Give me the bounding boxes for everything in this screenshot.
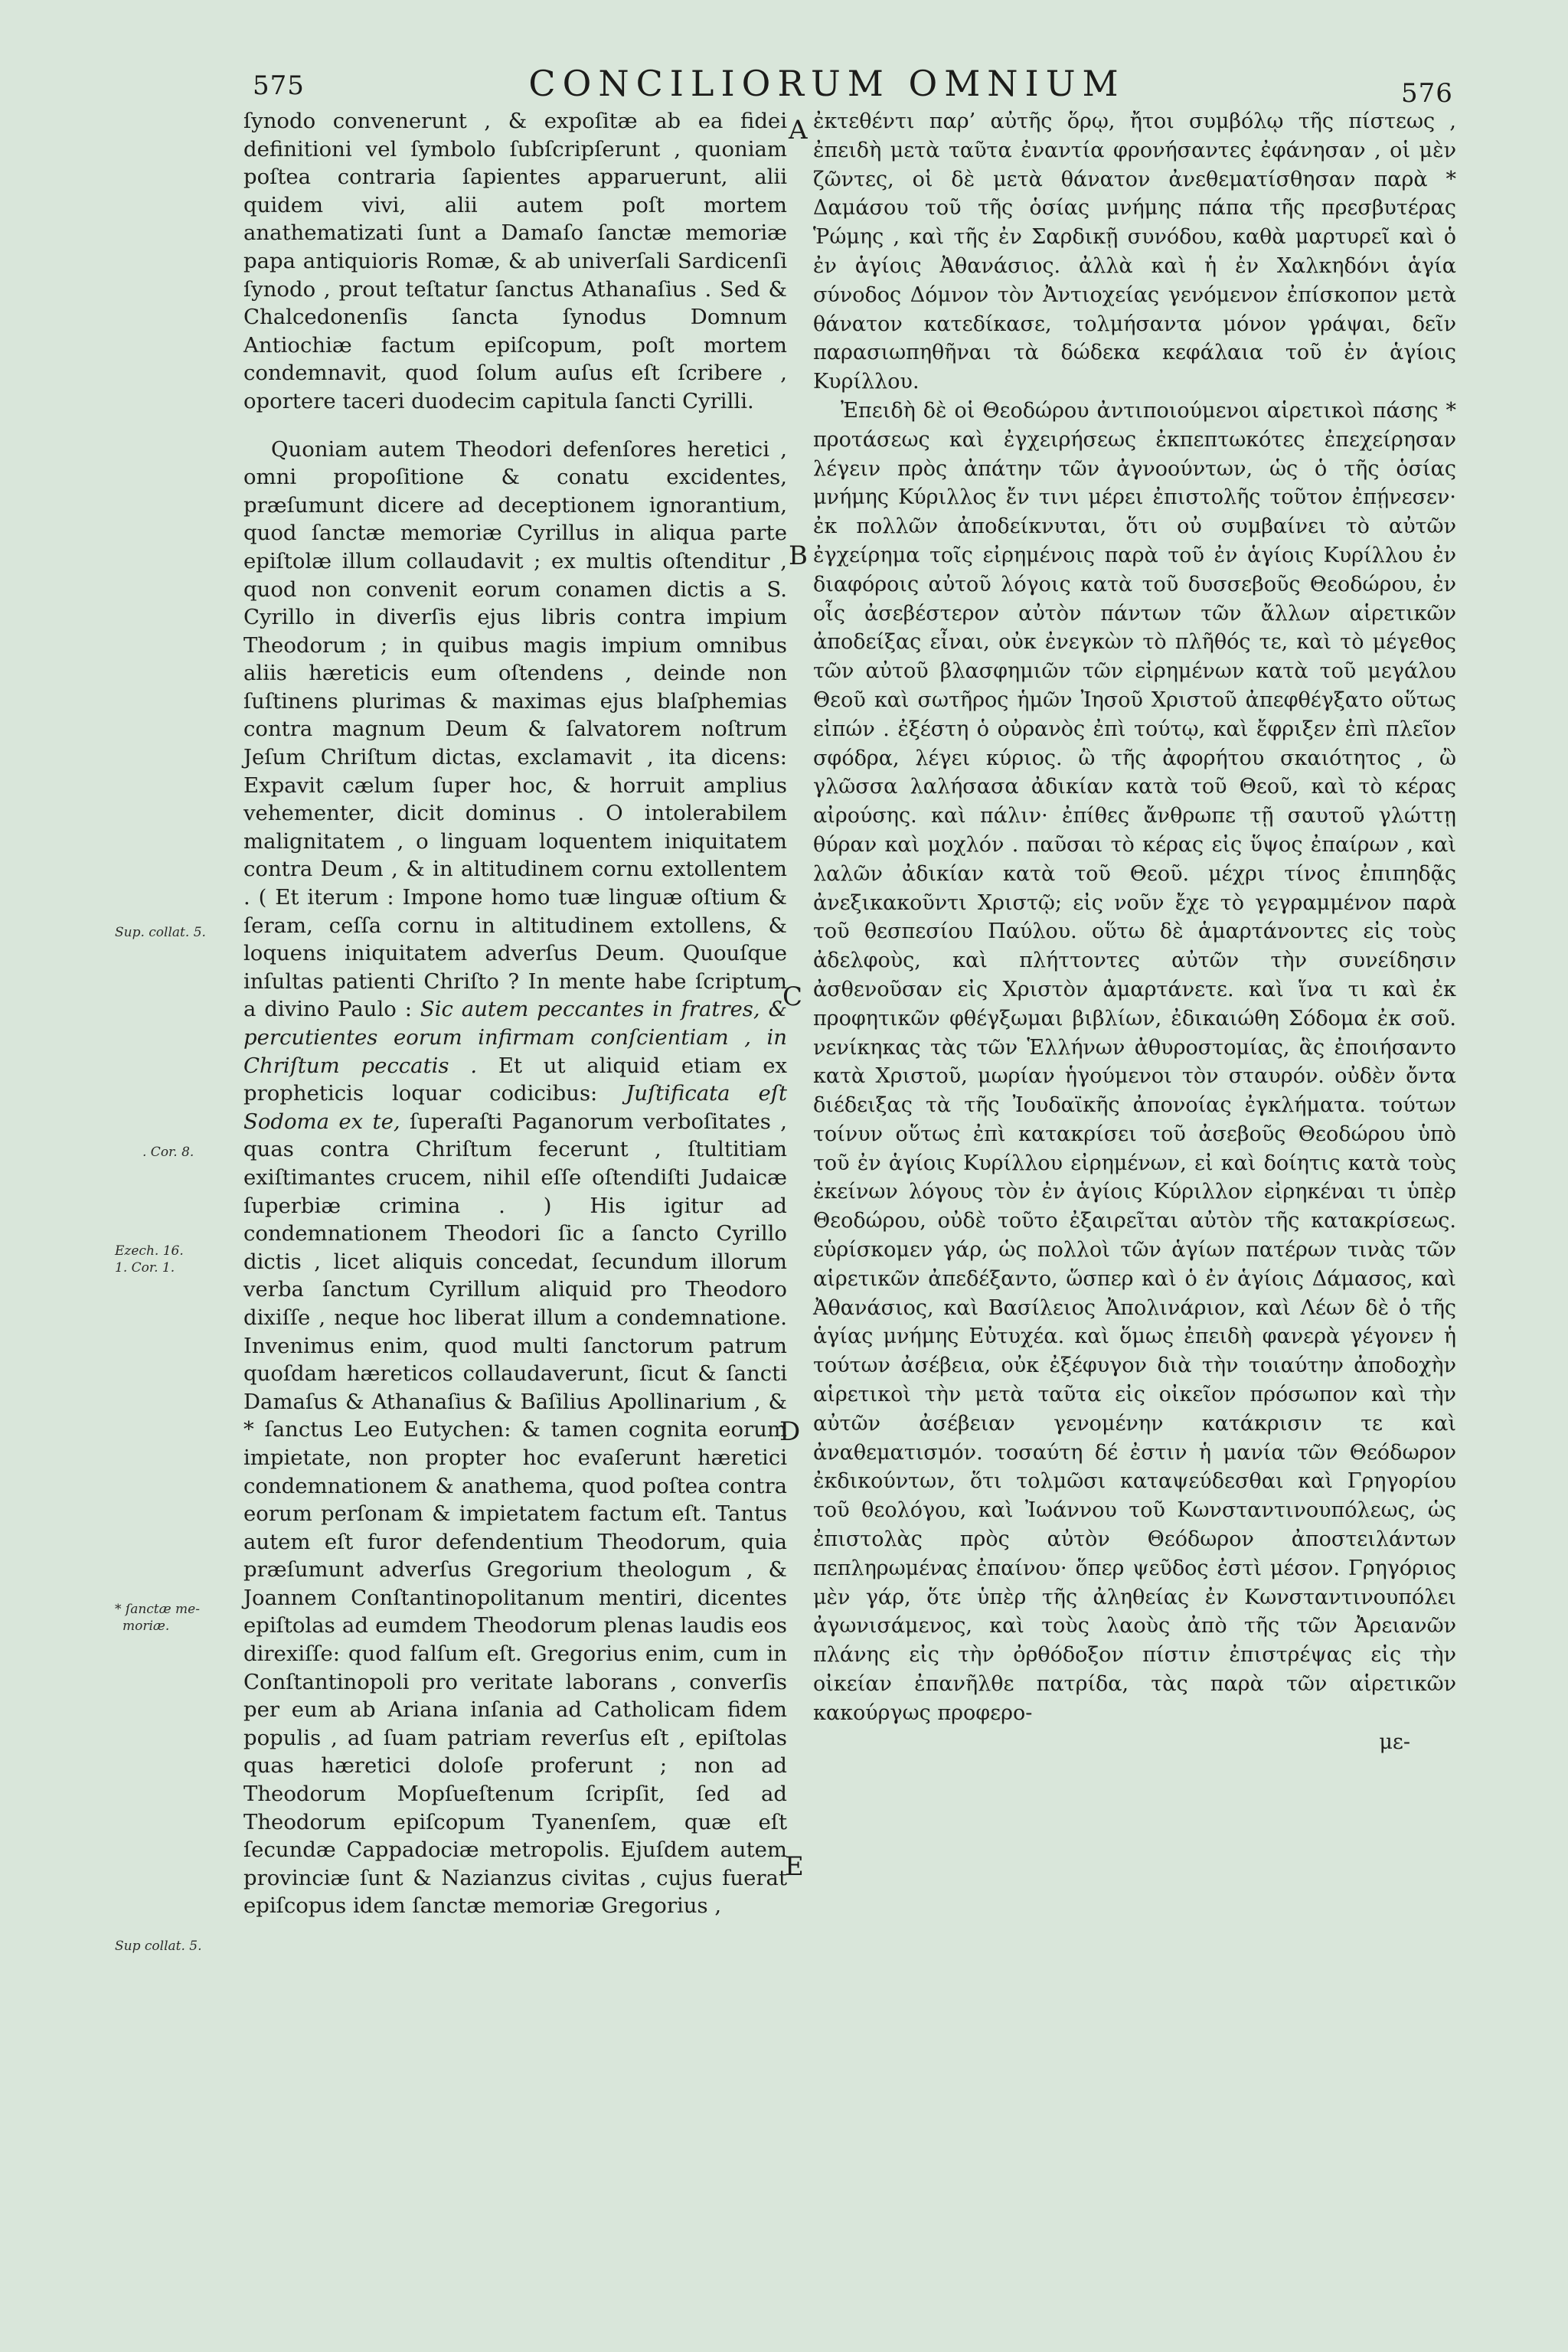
latin-text-2c: ſuperaſti Paganorum verboſitates , quas contra Chriſtum fecerunt , ſtultitiam exiſtimantes crucem, nihil eſſe oſtendiſti Judaicæ ſuperbiæ crimina . ) His igitur ad condemnationem Theodori ſic a ſancto Cyrillo dictis , licet aliquis concedat, ſecundum illorum verba ſanctum Cyrillum aliquid pro Theodoro dixiſſe , neque hoc liberat illum a condemnatione. Invenimus enim, quod multi ſanctorum patrum quoſdam hæreticos collaudaverunt, ſicut & ſancti Damaſus & Athanaſius & Baſilius Apollinarium , & * ſanctus Leo Eutychen: & tamen cognita eorum impietate, non propter hoc evaſerunt hæretici condemnationem & anathema, quod poſtea contra eorum perſonam & impietatem factum eſt. Tantus autem eſt furor defendentium Theodorum, quia præſumunt adverſus Gregorium theologum , & Joannem Conſtantinopolitanum mentiri, dicentes epiſtolas ad eumdem Theodorum plenas laudis eos direxiſſe: quod falſum eſt. Gregorius enim, cum in Conſtantinopoli pro veritate laborans , converſis per eum ab Ariana inſania ad Catholicam fidem populis , ad ſuam patriam reverſus eſt , epiſtolas quas hæretici doloſe proferunt ; non ad Theodorum Mopſueſtenum ſcripſit, ſed ad Theodorum epiſcopum Tyanenſem, quæ eſt ſecundæ Cappadociæ metropolis. Ejuſdem autem provinciæ ſunt & Nazianzus civitas , cujus fuerat epiſcopus idem ſanctæ memoriæ Gregorius , (243, 1109, 787, 1919)
margin-note-sup-collat-2: Sup collat. 5. (115, 1939, 202, 1954)
margin-note-cor: . Cor. 8. (142, 1145, 194, 1160)
latin-text-2b: Et ut aliquid etiam ex propheticis loquar codicibus: (243, 1053, 787, 1106)
margin-note-ezech: Ezech. 16. (115, 1243, 184, 1259)
margin-note-sanctae: * ſanctæ me- (115, 1602, 200, 1617)
latin-text-2a: Quoniam autem Theodori defenſores heretici , omni propoſitione & conatu excidentes, præſumunt dicere ad deceptionem ignorantium, quod ſanctæ memoriæ Cyrillus in aliqua parte epiſtolæ illum collaudavit ; ex multis oſtenditur , quod non convenit eorum conamen dictis a S. Cyrillo in diverſis ejus libris contra impium Theodorum ; in quibus magis impium omnibus aliis hæreticis eum oſtendens , deinde non ſuſtinens plurimas & maximas ejus blaſphemias contra magnum Deum & ſalvatorem noſtrum Jeſum Chriſtum dictas, exclamavit , ita dicens: Expavit cælum ſuper hoc, & horruit amplius vehementer, dicit dominus . O intolerabilem malignitatem , o linguam loquentem iniquitatem contra Deum , & in altitudinem cornu extollentem . ( Et iterum : Impone homo tuæ linguæ oſtium & ſeram, ceſſa cornu in altitudinem extollens, & loquens iniquitatem adverſus Deum. Quouſque inſultas patienti Chriſto ? In mente habe ſcriptum a divino Paulo : (243, 436, 787, 1022)
catchword: με- (1379, 1730, 1410, 1754)
greek-paragraph-2: Ἐπειδὴ δὲ οἱ Θεοδώρου ἀντιποιούμενοι αἱρετικοὶ πάσης * προτάσεως καὶ ἐγχειρήσεως ἐκπεπτωκότες ἐπεχείρησαν λέγειν πρὸς ἀπάτην τῶν ἀγνοούντων, ὡς ὁ τῆς ὁσίας μνήμης Κύριλλος ἔν τινι μέρει ἐπιστολῆς τοῦτον ἐπῄνεσεν· ἐκ πολλῶν ἀποδείκνυται, ὅτι οὐ συμβαίνει τὸ αὐτῶν ἐγχείρημα τοῖς εἰρημένοις παρὰ τοῦ ἐν ἁγίοις Κυρίλλου ἐν διαφόροις αὐτοῦ λόγοις κατὰ τοῦ δυσσεβοῦς Θεοδώρου, ἐν οἷς ἀσεβέστερον αὐτὸν πάντων τῶν ἄλλων αἱρετικῶν ἀποδείξας εἶναι, οὐκ ἐνεγκὼν τὸ πλῆθός τε, καὶ τὸ μέγεθος τῶν αὐτοῦ βλασφημιῶν τῶν εἰρημένων κατὰ τοῦ μεγάλου Θεοῦ καὶ σωτῆρος ἡμῶν Ἰησοῦ Χριστοῦ ἀπεφθέγξατο οὕτως εἰπών . ἐξέστη ὁ οὐρανὸς ἐπὶ τούτῳ, καὶ ἔφριξεν ἐπὶ πλεῖον σφόδρα, λέγει κύριος. ὢ τῆς ἀφορήτου σκαιότητος , ὢ γλῶσσα λαλήσασα ἀδικίαν κατὰ τοῦ Θεοῦ, καὶ τὸ κέρας αἰρούσης. καὶ πάλιν· ἐπίθες ἄνθρωπε τῇ σαυτοῦ γλώττῃ θύραν καὶ μοχλόν . παῦσαι τὸ κέρας εἰς ὕψος ἐπαίρων , καὶ λαλῶν ἀδικίαν κατὰ τοῦ Θεοῦ. μέχρι τίνος ἐπιπηδᾷς ἀνεξικακοῦντι Χριστῷ; εἰς νοῦν ἔχε τὸ γεγραμμένον παρὰ τοῦ θεσπεσίου Παύλου. οὕτω δὲ ἁμαρτάνοντες εἰς τοὺς ἀδελφοὺς, καὶ πλήττοντες αὐτῶν τὴν συνείδησιν ἀσθενοῦσαν εἰς Χριστὸν ἁμαρτάνετε. καὶ ἵνα τι καὶ ἐκ προφητικῶν φθέγξωμαι βιβλίων, ἐδικαιώθη Σόδομα ἐκ σοῦ. νενίκηκας τὰς τῶν Ἑλλήνων ἀθυροστομίας, ἃς ἐποιήσαντο κατὰ Χριστοῦ, μωρίαν ἡγούμενοι τὸν σταυρόν. οὐδὲν ὄντα διέδειξας τὰ τῆς Ἰουδαϊκῆς ἀπονοίας ἐγκλήματα. τούτων τοίνυν οὕτως ἐπὶ κατακρίσει τοῦ ἀσεβοῦς Θεοδώρου ὑπὸ τοῦ ἐν ἁγίοις Κυρίλλου εἰρημένων, εἰ καὶ δοίητις κατὰ τοὺς ἐκείνων λόγους τὸν ἐν ἁγίοις Κύριλλον εἰρηκέναι τι ὑπὲρ Θεοδώρου, οὐδὲ τοῦτο ἐξαιρεῖται αὐτὸν τῆς κατακρίσεως. εὑρίσκομεν γάρ, ὡς πολλοὶ τῶν ἁγίων πατέρων τινὰς τῶν αἱρετικῶν ἀπεδέξαντο, ὥσπερ καὶ ὁ ἐν ἁγίοις Δάμασος, καὶ Ἀθανάσιος, καὶ Βασίλειος Ἀπολινάριον, καὶ Λέων δὲ ὁ τῆς ἁγίας μνήμης Εὐτυχέα. καὶ ὅμως ἐπειδὴ φανερὰ γέγονεν ἡ τούτων ἀσέβεια, οὐκ ἐξέφυγον διὰ τὴν τοιαύτην ἀποδοχὴν αἱρετικοὶ τὴν μετὰ ταῦτα εἰς οἰκεῖον πρόσωπον καὶ τὴν αὐτῶν ἀσέβειαν γενομένην κατάκρισιν τε καὶ ἀναθεματισμόν. τοσαύτη δέ ἐστιν ἡ μανία τῶν Θεόδωρον ἐκδικούντων, ὅτι τολμῶσι καταψεύδεσθαι καὶ Γρηγορίου τοῦ θεολόγου, καὶ Ἰωάννου τοῦ Κωνσταντινουπόλεως, ὡς ἐπιστολὰς πρὸς αὐτὸν Θεόδωρον ἀποστειλάντων πεπληρωμένας ἐπαίνου· ὅπερ ψεῦδος ἐστὶ μέσον. Γρηγόριος μὲν γάρ, ὅτε ὑπὲρ τῆς ἀληθείας ἐν Κωνσταντινουπόλει ἀγωνισάμενος, καὶ τοὺς λαοὺς ἀπὸ τῆς τῶν Ἀρειανῶν πλάνης εἰς τὴν ὀρθόδοξον πίστιν ἐπιστρέψας εἰς τὴν οἰκείαν ἐπανῆλθε πατρίδα, τὰς παρὰ τῶν αἱρετικῶν κακούργως προφερο- (813, 398, 1456, 1725)
margin-note-cor-1: 1. Cor. 1. (115, 1260, 175, 1276)
greek-column (813, 107, 1456, 1756)
margin-note-memoriae: moriæ. (122, 1619, 170, 1634)
latin-quote-paul: Sic autem peccantes in fratres, & percutientes eorum infirmam conſcientiam , in Chriſtum peccatis . (243, 997, 787, 1078)
section-letter-d: D (779, 1416, 801, 1447)
section-letter-b: B (789, 541, 808, 571)
page-number-left: 575 (253, 70, 305, 101)
margin-note-sup-collat: Sup. collat. 5. (115, 925, 206, 940)
greek-paragraph-1: ἐκτεθέντι παρ’ αὐτῆς ὅρῳ, ἤτοι συμβόλῳ τῆς πίστεως , ἐπειδὴ μετὰ ταῦτα ἐναντία φρονήσαντες ἐφάνησαν , οἱ μὲν ζῶντες, οἱ δὲ μετὰ θάνατον ἀνεθεματίσθησαν παρὰ * Δαμάσου τοῦ τῆς ὁσίας μνήμης πάπα τῆς πρεσβυτέρας Ῥώμης , καὶ τῆς ἐν Σαρδικῇ συνόδου, καθὰ μαρτυρεῖ καὶ ὁ ἐν ἁγίοις Ἀθανάσιος. ἀλλὰ καὶ ἡ ἐν Χαλκηδόνι ἁγία σύνοδος Δόμνον τὸν Ἀντιοχείας γενόμενον ἐπίσκοπον μετὰ θάνατον κατεδίκασε, τολμήσαντα μόνον γράψαι, δεῖν παρασιωπηθῆναι τὰ δώδεκα κεφάλαια τοῦ ἐν ἁγίοις Κυρίλλου. (813, 109, 1456, 394)
page-number-right: 576 (1401, 78, 1453, 109)
section-letter-c: C (782, 982, 803, 1012)
section-letter-e: E (785, 1851, 804, 1882)
section-letter-a: A (789, 115, 808, 145)
latin-column (243, 107, 787, 1920)
running-head: CONCILIORUM OMNIUM (528, 63, 1125, 104)
latin-paragraph-2 (243, 436, 787, 1920)
latin-quote-ezech: Juſtificata eſt Sodoma ex te, (243, 1081, 787, 1134)
latin-paragraph-1: ſynodo convenerunt , & expoſitæ ab ea fidei definitioni vel ſymbolo ſubſcripſerunt , quoniam poſtea contraria ſapientes apparuerunt, alii quidem vivi, alii autem poſt mortem anathematizati ſunt a Damaſo ſanctæ memoriæ papa antiquioris Romæ, & ab univerſali Sardicenſi ſynodo , prout teſtatur ſanctus Athanaſius . Sed & Chalcedonenſis ſancta ſynodus Domnum Antiochiæ factum epiſcopum, poſt mortem condemnavit, quod ſolum auſus eſt ſcribere , oportere taceri duodecim capitula ſancti Cyrilli. (243, 109, 787, 413)
